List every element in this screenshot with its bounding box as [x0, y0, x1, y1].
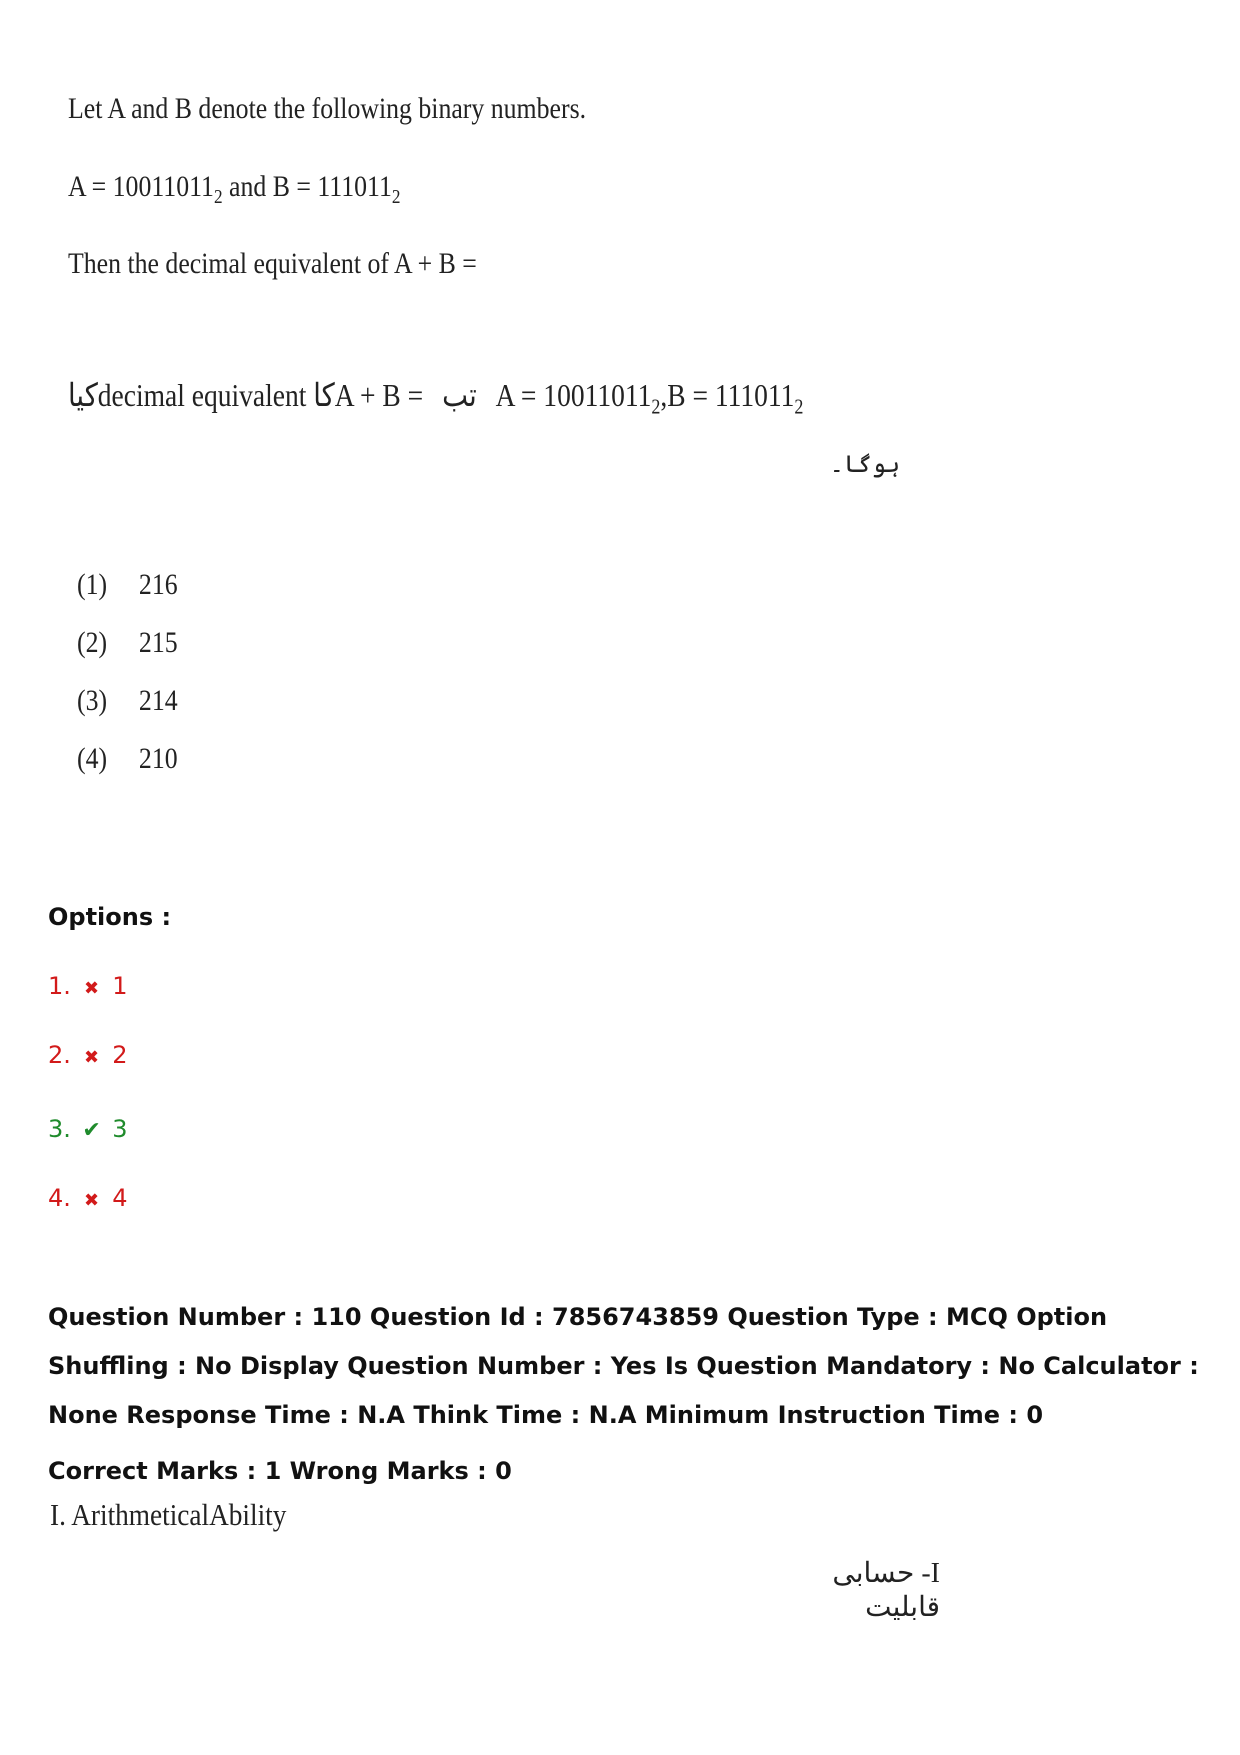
- question-binary-values: $A = 10011011_2$ and $B = 111011_2$: [68, 170, 401, 208]
- section-title-english: I. ArithmeticalAbility: [50, 1497, 287, 1532]
- cross-icon: ✖: [84, 1047, 100, 1068]
- cross-icon: ✖: [84, 978, 100, 999]
- urdu-word-kya: کیا: [68, 377, 98, 413]
- option-1: 1. ✖ 1: [48, 972, 128, 1000]
- cross-icon: ✖: [84, 1190, 100, 1211]
- question-urdu-line: کیاdecimal equivalent کاA + B = تب $A = 10011011_2,B = 111011_2$: [68, 377, 804, 419]
- options-heading: Options :: [48, 903, 172, 931]
- question-prompt: Then the decimal equivalent of A + B =: [68, 247, 477, 280]
- question-intro: Let A and B denote the following binary numbers.: [68, 92, 587, 125]
- choice-2: (2) 215: [77, 626, 178, 659]
- choice-1: (1) 216: [77, 568, 178, 601]
- option-2: 2. ✖ 2: [48, 1041, 128, 1069]
- choice-4: (4) 210: [77, 742, 178, 775]
- option-4: 4. ✖ 4: [48, 1184, 128, 1212]
- choice-3: (3) 214: [77, 684, 178, 717]
- question-urdu-line-2: ہوگا۔: [829, 452, 900, 478]
- question-meta: Question Number : 110 Question Id : 7856743859 Question Type : MCQ Option Shuffling : No Display Question Number : Yes Is Question Mandatory : No Calculator : None Response Time : N.A Think Time : N.A Minimum Instruction Time : 0: [48, 1303, 1199, 1429]
- urdu-word-ka: کا: [313, 377, 335, 413]
- marks-info: Correct Marks : 1 Wrong Marks : 0: [48, 1457, 512, 1485]
- option-3: 3. ✔ 3: [48, 1115, 128, 1143]
- section-title-urdu: I- حسابی قابلیت: [832, 1558, 940, 1623]
- urdu-word-tab: تب: [442, 377, 477, 413]
- check-icon: ✔: [82, 1118, 101, 1143]
